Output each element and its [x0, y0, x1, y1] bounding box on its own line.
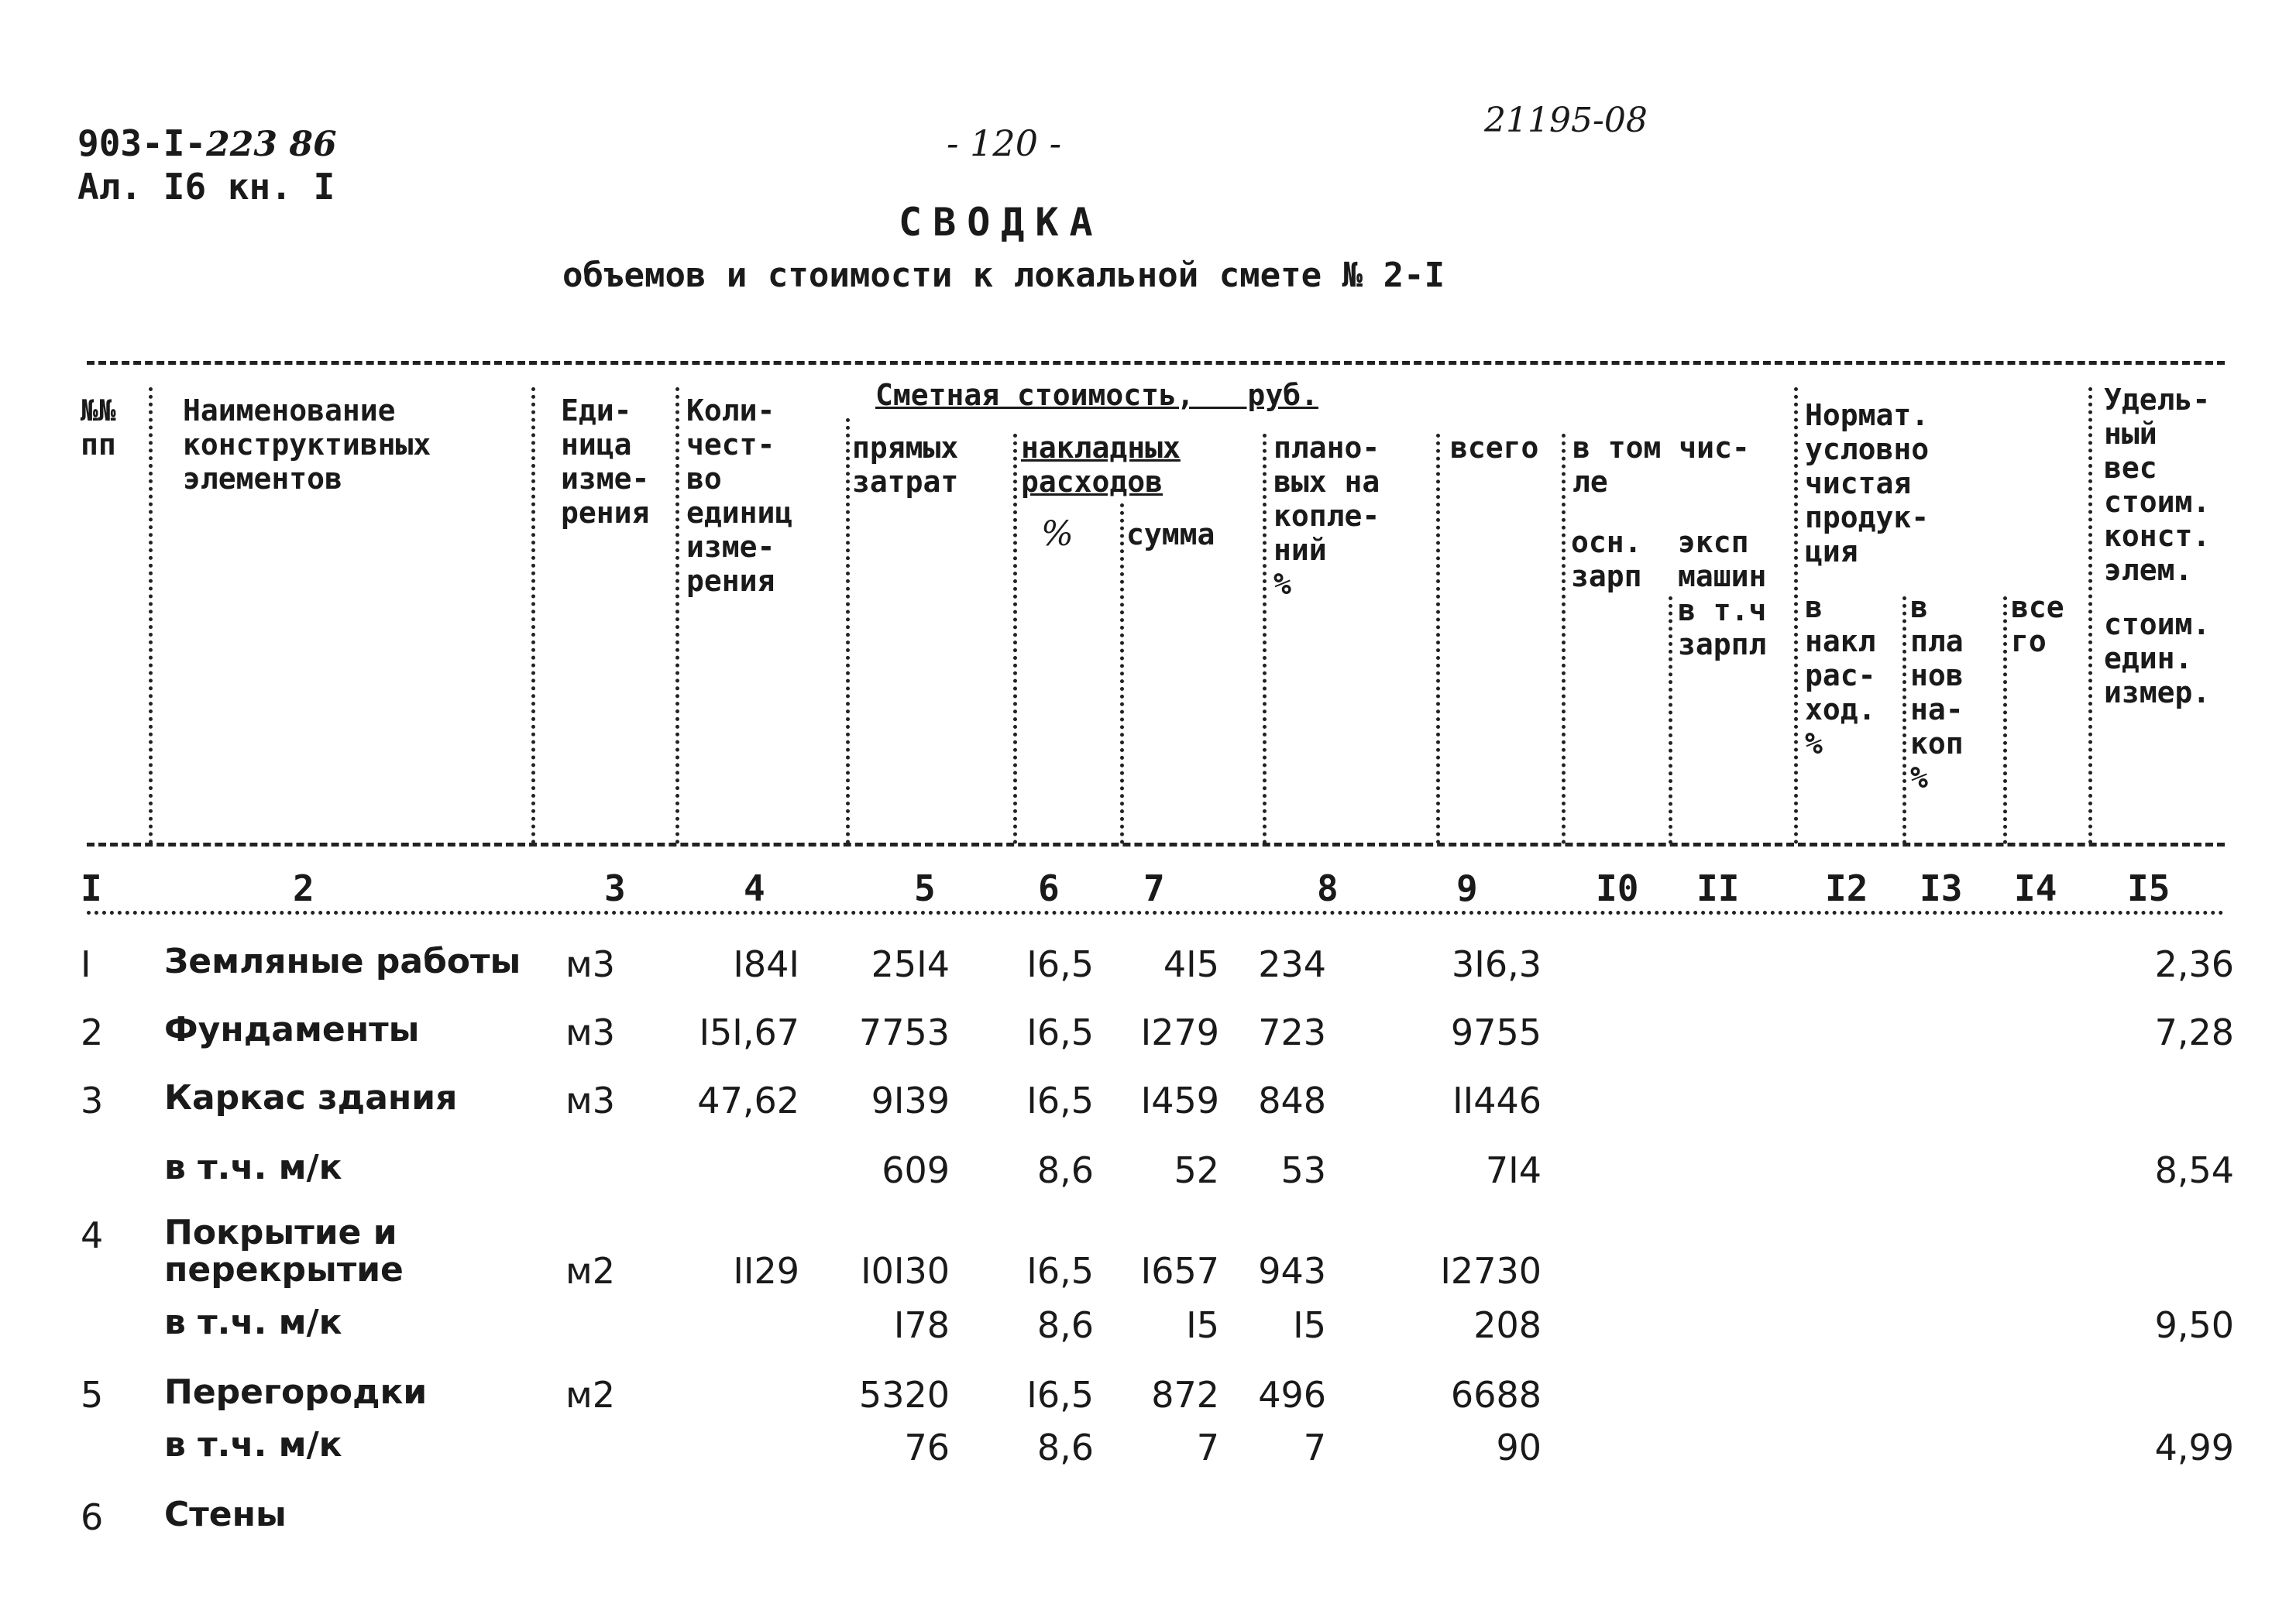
- header-unit-cost: стоим. един. измер.: [2104, 607, 2211, 709]
- overhead-percent: 8,6: [1036, 1427, 1094, 1468]
- element-name: Стены: [164, 1495, 287, 1534]
- column-separator: [1669, 596, 1672, 844]
- document-code: [77, 122, 337, 164]
- column-separator: [1013, 434, 1017, 844]
- column-number: 4: [744, 867, 765, 909]
- page-number: - 120 -: [947, 122, 1062, 164]
- header-estimate-group: Сметная стоимость, руб.: [875, 378, 1318, 412]
- direct-costs: 609: [882, 1149, 950, 1191]
- planned-savings: I5: [1293, 1304, 1326, 1346]
- element-name: Каркас здания: [164, 1078, 458, 1118]
- specific-weight: 7,28: [2154, 1011, 2234, 1053]
- header-overhead-percent: %: [1041, 514, 1074, 554]
- unit: м3: [565, 943, 615, 985]
- overhead-sum: I657: [1140, 1250, 1219, 1292]
- row-number: 4: [81, 1214, 104, 1256]
- overhead-sum: 52: [1174, 1149, 1219, 1191]
- row-number: 2: [81, 1011, 104, 1053]
- header-row-number: №№ пп: [81, 393, 116, 462]
- header-element-name: Наименование конструктивных элементов: [183, 393, 431, 496]
- column-separator: [1794, 387, 1798, 844]
- header-overhead-sum: сумма: [1126, 517, 1215, 551]
- total-cost: 7I4: [1485, 1149, 1542, 1191]
- header-norm-total: все го: [2011, 590, 2064, 658]
- element-name: Покрытие и перекрытие: [164, 1213, 404, 1290]
- header-total: всего: [1450, 431, 1539, 465]
- element-name: Фундаменты: [164, 1010, 420, 1049]
- direct-costs: 76: [904, 1427, 950, 1468]
- column-number: 6: [1038, 867, 1060, 909]
- column-separator: [675, 387, 679, 844]
- element-name: в т.ч. м/к: [164, 1425, 342, 1465]
- planned-savings: 234: [1258, 943, 1326, 985]
- column-number: I: [81, 867, 102, 909]
- direct-costs: 9I39: [871, 1080, 950, 1121]
- overhead-percent: I6,5: [1026, 1374, 1094, 1416]
- column-number: I4: [2014, 867, 2057, 909]
- column-number-rule: [87, 911, 2225, 915]
- header-norm-planned: в пла нов на- коп %: [1910, 590, 1964, 795]
- quantity: II29: [733, 1250, 799, 1292]
- overhead-percent: I6,5: [1026, 1011, 1094, 1053]
- total-cost: 6688: [1450, 1374, 1542, 1416]
- column-separator: [1120, 503, 1124, 844]
- row-number: 3: [81, 1080, 104, 1121]
- header-norm-overhead: в накл рас- ход. %: [1805, 590, 1876, 761]
- column-number: 3: [604, 867, 626, 909]
- overhead-percent: I6,5: [1026, 1080, 1094, 1121]
- total-cost: 90: [1496, 1427, 1542, 1468]
- overhead-sum: I459: [1140, 1080, 1219, 1121]
- header-specific-weight: Удель- ный вес стоим. конст. элем.: [2104, 383, 2211, 587]
- direct-costs: 7753: [858, 1011, 950, 1053]
- column-separator: [149, 387, 153, 844]
- planned-savings: 53: [1280, 1149, 1326, 1191]
- document-title: СВОДКА: [899, 200, 1104, 245]
- overhead-sum: 7: [1196, 1427, 1219, 1468]
- column-separator: [1263, 434, 1267, 844]
- planned-savings: 7: [1303, 1427, 1326, 1468]
- overhead-percent: 8,6: [1036, 1304, 1094, 1346]
- row-number: 5: [81, 1374, 104, 1416]
- planned-savings: 943: [1258, 1250, 1326, 1292]
- header-quantity: Коли- чест- во единиц изме- рения: [686, 393, 793, 598]
- header-overhead-group: накладных расходов: [1021, 431, 1181, 499]
- column-separator: [2003, 596, 2007, 844]
- unit: м3: [565, 1011, 615, 1053]
- column-separator: [2088, 387, 2092, 844]
- archive-number: 21195-08: [1484, 101, 1648, 140]
- planned-savings: 848: [1258, 1080, 1326, 1121]
- table-top-rule: [87, 361, 2225, 365]
- header-normative-group: Нормат. условно чистая продук- ция: [1805, 398, 1930, 568]
- total-cost: II446: [1452, 1080, 1542, 1121]
- overhead-sum: I5: [1186, 1304, 1219, 1346]
- planned-savings: 723: [1258, 1011, 1326, 1053]
- document-code-handwritten: 223 86: [206, 125, 337, 164]
- unit: м3: [565, 1080, 615, 1121]
- total-cost: 208: [1473, 1304, 1542, 1346]
- overhead-sum: I279: [1140, 1011, 1219, 1053]
- header-base-wages: осн. зарп: [1571, 525, 1642, 593]
- direct-costs: 5320: [858, 1374, 950, 1416]
- row-number: 6: [81, 1496, 104, 1538]
- column-number: 8: [1317, 867, 1339, 909]
- specific-weight: 9,50: [2154, 1304, 2234, 1346]
- total-cost: 3I6,3: [1452, 943, 1542, 985]
- document-code-prefix: 903-I-: [77, 122, 207, 164]
- element-name: Земляные работы: [164, 942, 521, 981]
- direct-costs: 25I4: [871, 943, 950, 985]
- header-machine-operation: эксп машин в т.ч зарпл: [1678, 525, 1767, 661]
- overhead-percent: I6,5: [1026, 943, 1094, 985]
- unit: м2: [565, 1374, 615, 1416]
- column-number: I3: [1920, 867, 1963, 909]
- specific-weight: 4,99: [2154, 1427, 2234, 1468]
- quantity: I5I,67: [699, 1011, 799, 1053]
- specific-weight: 2,36: [2154, 943, 2234, 985]
- overhead-sum: 4I5: [1163, 943, 1219, 985]
- header-including-group: в том чис- ле: [1572, 431, 1750, 499]
- column-number: 5: [914, 867, 936, 909]
- quantity: 47,62: [697, 1080, 799, 1121]
- direct-costs: I0I30: [861, 1250, 950, 1292]
- column-number: I0: [1596, 867, 1639, 909]
- header-unit: Еди- ница изме- рения: [561, 393, 650, 530]
- total-cost: 9755: [1450, 1011, 1542, 1053]
- column-number: II: [1696, 867, 1740, 909]
- unit: м2: [565, 1250, 615, 1292]
- column-separator: [846, 418, 850, 844]
- overhead-percent: 8,6: [1036, 1149, 1094, 1191]
- specific-weight: 8,54: [2154, 1149, 2234, 1191]
- document-subtitle: объемов и стоимости к локальной смете № 2-I: [562, 256, 1445, 295]
- column-separator: [1562, 434, 1566, 844]
- column-number: 9: [1456, 867, 1478, 909]
- column-number: I2: [1825, 867, 1868, 909]
- planned-savings: 496: [1258, 1374, 1326, 1416]
- quantity: I84I: [733, 943, 799, 985]
- column-separator: [1902, 596, 1906, 844]
- direct-costs: I78: [893, 1304, 950, 1346]
- header-planned-savings: плано- вых на копле- ний %: [1273, 431, 1380, 601]
- overhead-percent: I6,5: [1026, 1250, 1094, 1292]
- column-number: 7: [1143, 867, 1165, 909]
- element-name: Перегородки: [164, 1372, 428, 1412]
- overhead-sum: 872: [1151, 1374, 1219, 1416]
- column-separator: [1436, 434, 1440, 844]
- column-number: 2: [293, 867, 314, 909]
- column-number: I5: [2127, 867, 2171, 909]
- element-name: в т.ч. м/к: [164, 1148, 342, 1187]
- total-cost: I2730: [1440, 1250, 1542, 1292]
- column-separator: [531, 387, 535, 844]
- album-info: Ал. I6 кн. I: [77, 166, 335, 208]
- header-direct-costs: прямых затрат: [852, 431, 959, 499]
- row-number: I: [81, 943, 91, 985]
- element-name: в т.ч. м/к: [164, 1303, 342, 1342]
